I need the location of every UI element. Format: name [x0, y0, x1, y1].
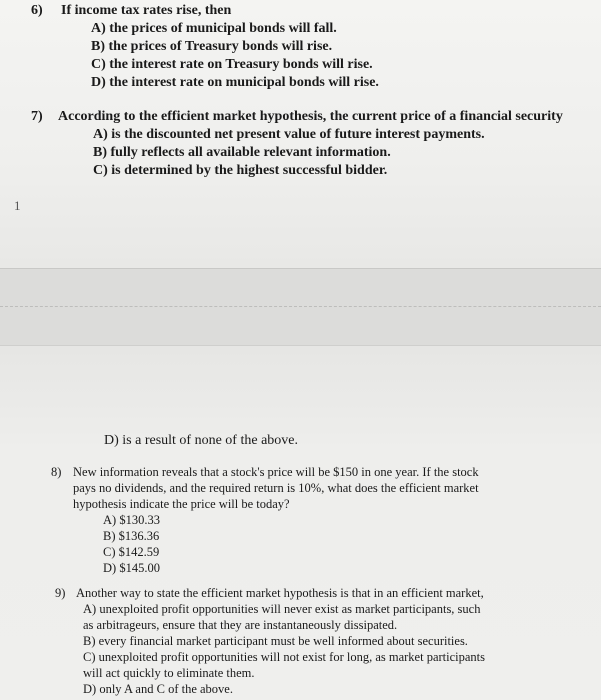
page-break-line	[0, 306, 601, 307]
page-edge-top	[0, 268, 601, 269]
q9-number: 9)	[55, 586, 66, 600]
q7-option-c: C) is determined by the highest successful bidder.	[93, 163, 388, 178]
q9-option-a-line-1: A) unexploited profit opportunities will never exist as market participants, such	[83, 602, 481, 616]
q8-option-c: C) $142.59	[103, 545, 160, 559]
q6-option-b: B) the prices of Treasury bonds will rise.	[91, 39, 333, 54]
q8-stem-line-3: hypothesis indicate the price will be today?	[73, 497, 290, 511]
q9-stem: Another way to state the efficient market hypothesis is that in an efficient market,	[76, 586, 484, 600]
q8-option-b: B) $136.36	[103, 529, 160, 543]
q7-number: 7)	[31, 109, 43, 124]
margin-page-number: 1	[14, 198, 21, 213]
q7-option-d: D) is a result of none of the above.	[104, 433, 298, 448]
q9-option-d: D) only A and C of the above.	[83, 682, 233, 696]
q6-number: 6)	[31, 3, 43, 18]
q8-stem-line-2: pays no dividends, and the required return is 10%, what does the efficient market	[73, 481, 479, 495]
q6-option-c: C) the interest rate on Treasury bonds will rise.	[91, 57, 373, 72]
q8-stem-line-1: New information reveals that a stock's price will be $150 in one year. If the stock	[73, 465, 479, 479]
q8-option-d: D) $145.00	[103, 561, 160, 575]
upper-page	[0, 0, 601, 268]
q6-option-d: D) the interest rate on municipal bonds will rise.	[91, 75, 379, 90]
lower-page	[0, 346, 601, 700]
q6-stem: If income tax rates rise, then	[61, 3, 232, 18]
q7-option-b: B) fully reflects all available relevant information.	[93, 145, 391, 160]
q9-option-b: B) every financial market participant must be well informed about securities.	[83, 634, 468, 648]
q9-option-c-line-1: C) unexploited profit opportunities will not exist for long, as market participants	[83, 650, 486, 664]
page-gap	[0, 268, 601, 346]
q7-option-a: A) is the discounted net present value of future interest payments.	[93, 127, 485, 142]
q8-number: 8)	[51, 465, 62, 479]
q9-option-a-line-2: as arbitrageurs, ensure that they are instantaneously dissipated.	[83, 618, 398, 632]
q9-option-c-line-2: will act quickly to eliminate them.	[83, 666, 255, 680]
q8-option-a: A) $130.33	[103, 513, 160, 527]
q7-stem: According to the efficient market hypothesis, the current price of a financial security	[58, 109, 563, 124]
q6-option-a: A) the prices of municipal bonds will fall.	[91, 21, 337, 36]
